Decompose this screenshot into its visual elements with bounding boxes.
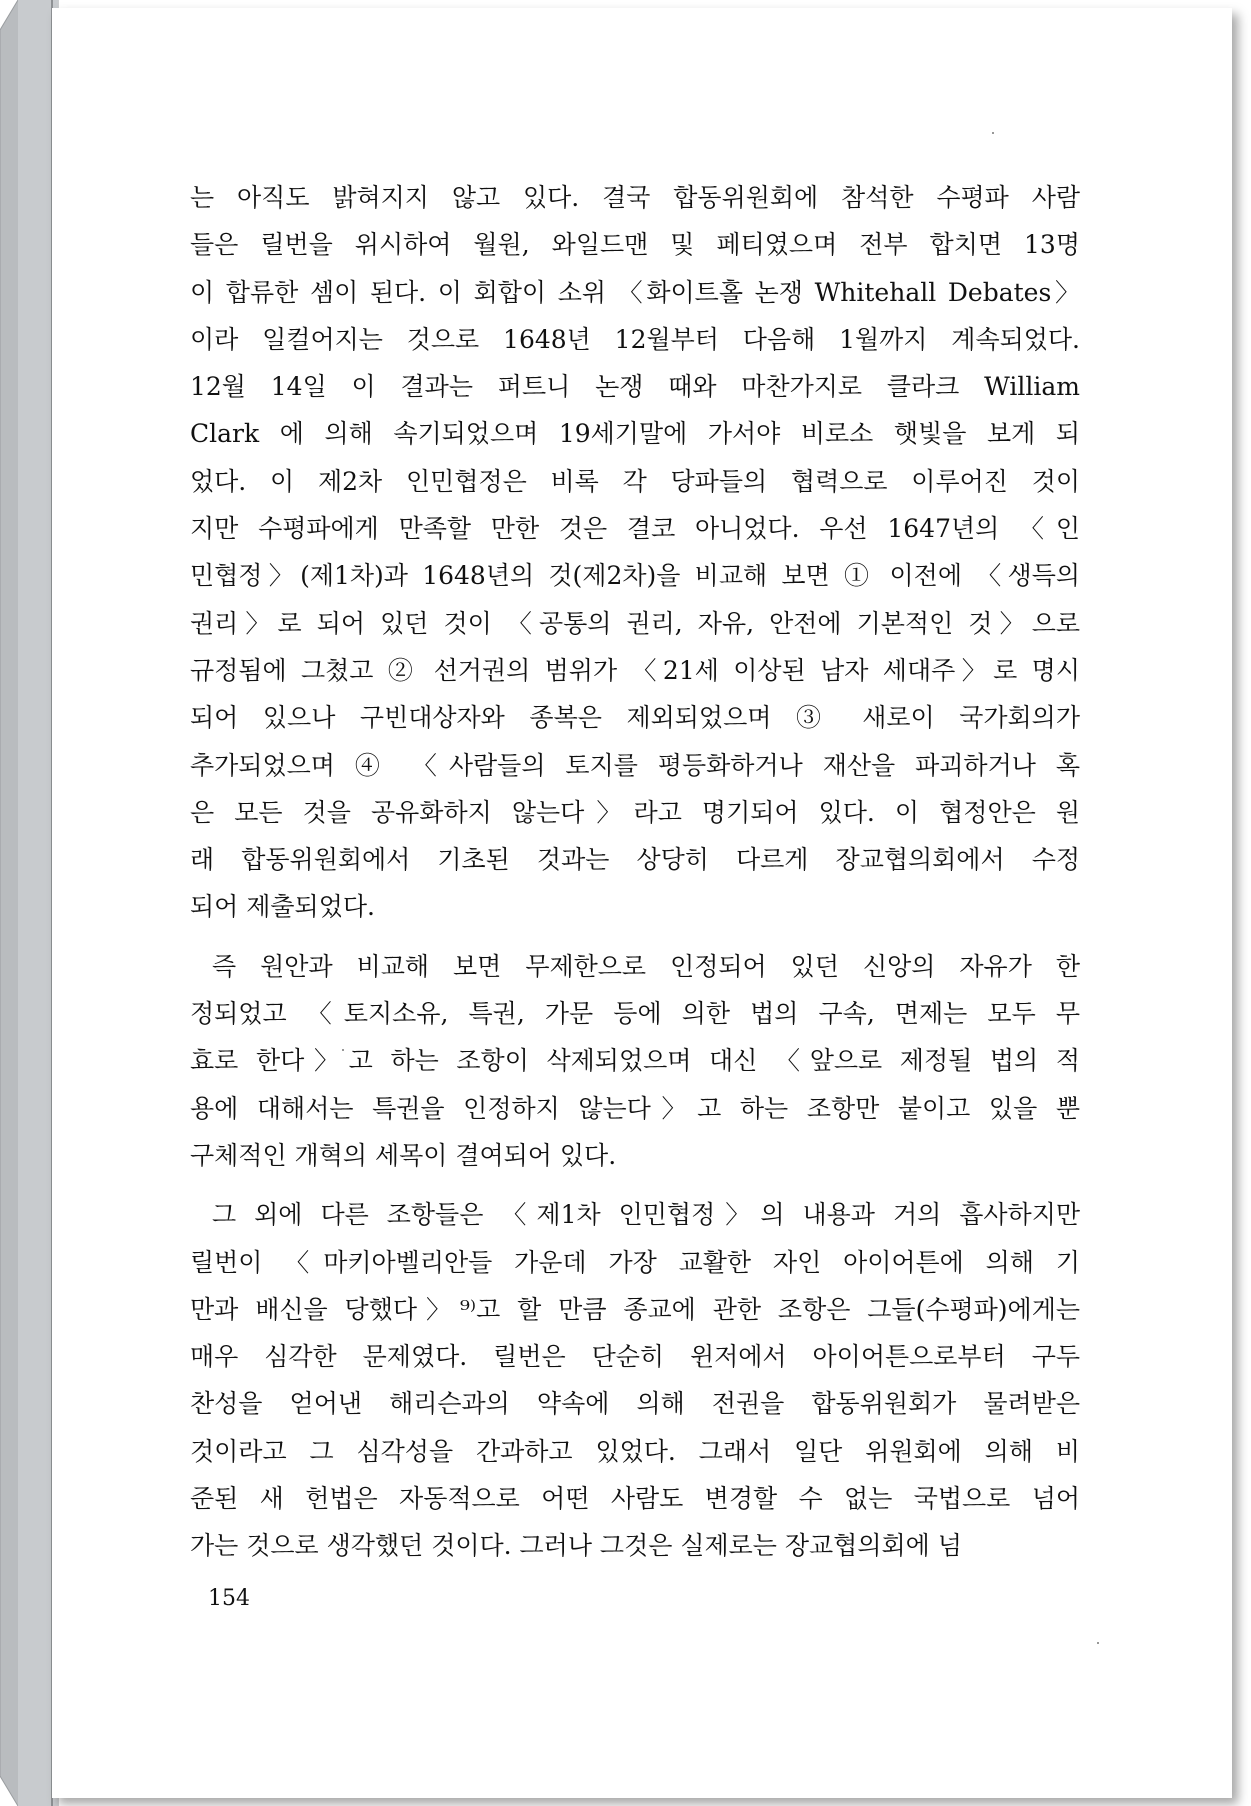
- text-line: 준된 새 헌법은 자동적으로 어떤 사람도 변경할 수 없는 국법으로 넘어: [190, 1484, 1080, 1514]
- text-line: 찬성을 얻어낸 해리슨과의 약속에 의해 전권을 합동위원회가 물려받은: [190, 1389, 1080, 1419]
- text-line: 들은 릴번을 위시하여 월원, 와일드맨 및 페티였으며 전부 합치면 13명: [190, 230, 1080, 260]
- body-text: [190, 174, 1080, 1570]
- text-line: 그 외에 다른 조항들은 〈제1차 인민협정〉의 내용과 거의 흡사하지만: [212, 1200, 1080, 1230]
- text-line: 민협정〉(제1차)과 1648년의 것(제2차)을 비교해 보면 ① 이전에 〈생득의: [190, 561, 1080, 591]
- text-line: 만과 배신을 당했다〉⁹⁾고 할 만큼 종교에 관한 조항은 그들(수평파)에게는: [190, 1294, 1080, 1324]
- text-line: Clark 에 의해 속기되었으며 19세기말에 가서야 비로소 햇빛을 보게 되: [190, 419, 1080, 449]
- text-line: 었다. 이 제2차 인민협정은 비록 각 당파들의 협력으로 이루어진 것이: [190, 466, 1080, 496]
- text-line: 권리〉로 되어 있던 것이 〈공통의 권리, 자유, 안전에 기본적인 것〉으로: [190, 608, 1080, 638]
- text-line: 규정됨에 그쳤고 ② 선거권의 범위가 〈21세 이상된 남자 세대주〉로 명시: [190, 655, 1080, 685]
- text-line: 지만 수평파에게 만족할 만한 것은 결코 아니었다. 우선 1647년의 〈인: [190, 514, 1080, 544]
- text-line: 릴번이 〈마키아벨리안들 가운데 가장 교활한 자인 아이어튼에 의해 기: [190, 1247, 1080, 1277]
- paragraph-spacer: [190, 931, 1080, 943]
- text-line: 12월 14일 이 결과는 퍼트니 논쟁 때와 마찬가지로 클라크 William: [190, 372, 1080, 402]
- paragraph: [190, 1191, 1080, 1569]
- text-line: 가는 것으로 생각했던 것이다. 그러나 그것은 실제로는 장교협의회에 넘: [190, 1531, 962, 1561]
- paragraph: [190, 943, 1080, 1179]
- text-line: 이라 일컬어지는 것으로 1648년 12월부터 다음해 1월까지 계속되었다.: [190, 324, 1080, 354]
- text-line: 용에 대해서는 특권을 인정하지 않는다〉고 하는 조항만 붙이고 있을 뿐: [190, 1093, 1080, 1123]
- paragraph: [190, 174, 1080, 931]
- text-line: 구체적인 개혁의 세목이 결여되어 있다.: [190, 1140, 617, 1170]
- page-number: 154: [208, 1586, 250, 1611]
- text-line: 래 합동위원회에서 기초된 것과는 상당히 다르게 장교협의회에서 수정: [190, 845, 1080, 875]
- text-line: 추가되었으며 ④ 〈사람들의 토지를 평등화하거나 재산을 파괴하거나 혹: [190, 750, 1080, 780]
- text-line: 것이라고 그 심각성을 간과하고 있었다. 그래서 일단 위원회에 의해 비: [190, 1436, 1080, 1466]
- text-line: 정되었고 〈토지소유, 특권, 가문 등에 의한 법의 구속, 면제는 모두 무: [190, 999, 1080, 1029]
- paragraph-spacer: [190, 1179, 1080, 1191]
- text-line: 은 모든 것을 공유화하지 않는다〉라고 명기되어 있다. 이 협정안은 원: [190, 797, 1080, 827]
- text-line: 효로 한다〉고 하는 조항이 삭제되었으며 대신 〈앞으로 제정될 법의 적: [190, 1046, 1080, 1076]
- text-line: 이 합류한 셈이 된다. 이 회합이 소위 〈화이트홀 논쟁 Whitehall Debates〉: [190, 277, 1080, 307]
- text-line: 매우 심각한 문제였다. 릴번은 단순히 윈저에서 아이어튼으로부터 구두: [190, 1342, 1080, 1372]
- text-line: 되어 제출되었다.: [190, 892, 375, 922]
- text-line: 되어 있으나 구빈대상자와 종복은 제외되었으며 ③ 새로이 국가회의가: [190, 703, 1080, 733]
- text-line: 는 아직도 밝혀지지 않고 있다. 결국 합동위원회에 참석한 수평파 사람: [190, 183, 1080, 212]
- text-line: 즉 원안과 비교해 보면 무제한으로 인정되어 있던 신앙의 자유가 한: [212, 951, 1080, 981]
